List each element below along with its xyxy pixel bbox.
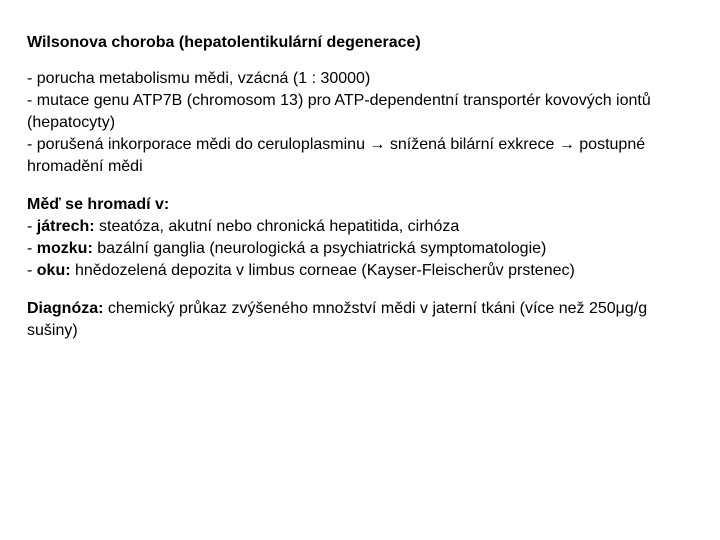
intro-line-3: - porušená inkorporace mědi do ceruloplasminu → snížená bilární exkrece → postupné hromadění mědi <box>27 136 646 175</box>
diagnosis-text: chemický průkaz zvýšeného množství mědi v jaterní tkáni (více než 250μg/g sušiny) <box>27 300 648 339</box>
item-prefix: - <box>27 262 37 279</box>
diagnosis-label: Diagnóza: <box>27 300 104 317</box>
item-prefix: - <box>27 218 37 235</box>
accumulation-item-liver <box>27 216 697 238</box>
accumulation-heading-text: Měď se hromadí v: <box>27 196 170 213</box>
intro-line-1: - porucha metabolismu mědi, vzácná (1 : 30000) <box>27 70 371 87</box>
slide-content <box>27 32 697 358</box>
slide-title: Wilsonova choroba (hepatolentikulární degenerace) <box>27 34 421 51</box>
item-label: mozku: <box>36 240 93 257</box>
intro-block <box>27 68 697 178</box>
accumulation-heading <box>27 194 697 216</box>
diagnosis-block <box>27 298 697 342</box>
diagnosis-line <box>27 298 697 342</box>
item-text: bazální ganglia (neurologická a psychiatrická symptomatologie) <box>92 240 547 257</box>
item-prefix: - <box>27 240 37 257</box>
accumulation-item-brain <box>27 238 697 260</box>
item-label: játrech: <box>36 218 95 235</box>
accumulation-item-eye <box>27 260 697 282</box>
accumulation-block <box>27 194 697 282</box>
item-text: hnědozelená depozita v limbus corneae (Kayser-Fleischerův prstenec) <box>70 262 575 279</box>
item-text: steatóza, akutní nebo chronická hepatitida, cirhóza <box>94 218 460 235</box>
intro-line-2: - mutace genu ATP7B (chromosom 13) pro ATP-dependentní transportér kovových iontů (hepatocyty) <box>27 92 651 131</box>
item-label: oku: <box>36 262 71 279</box>
